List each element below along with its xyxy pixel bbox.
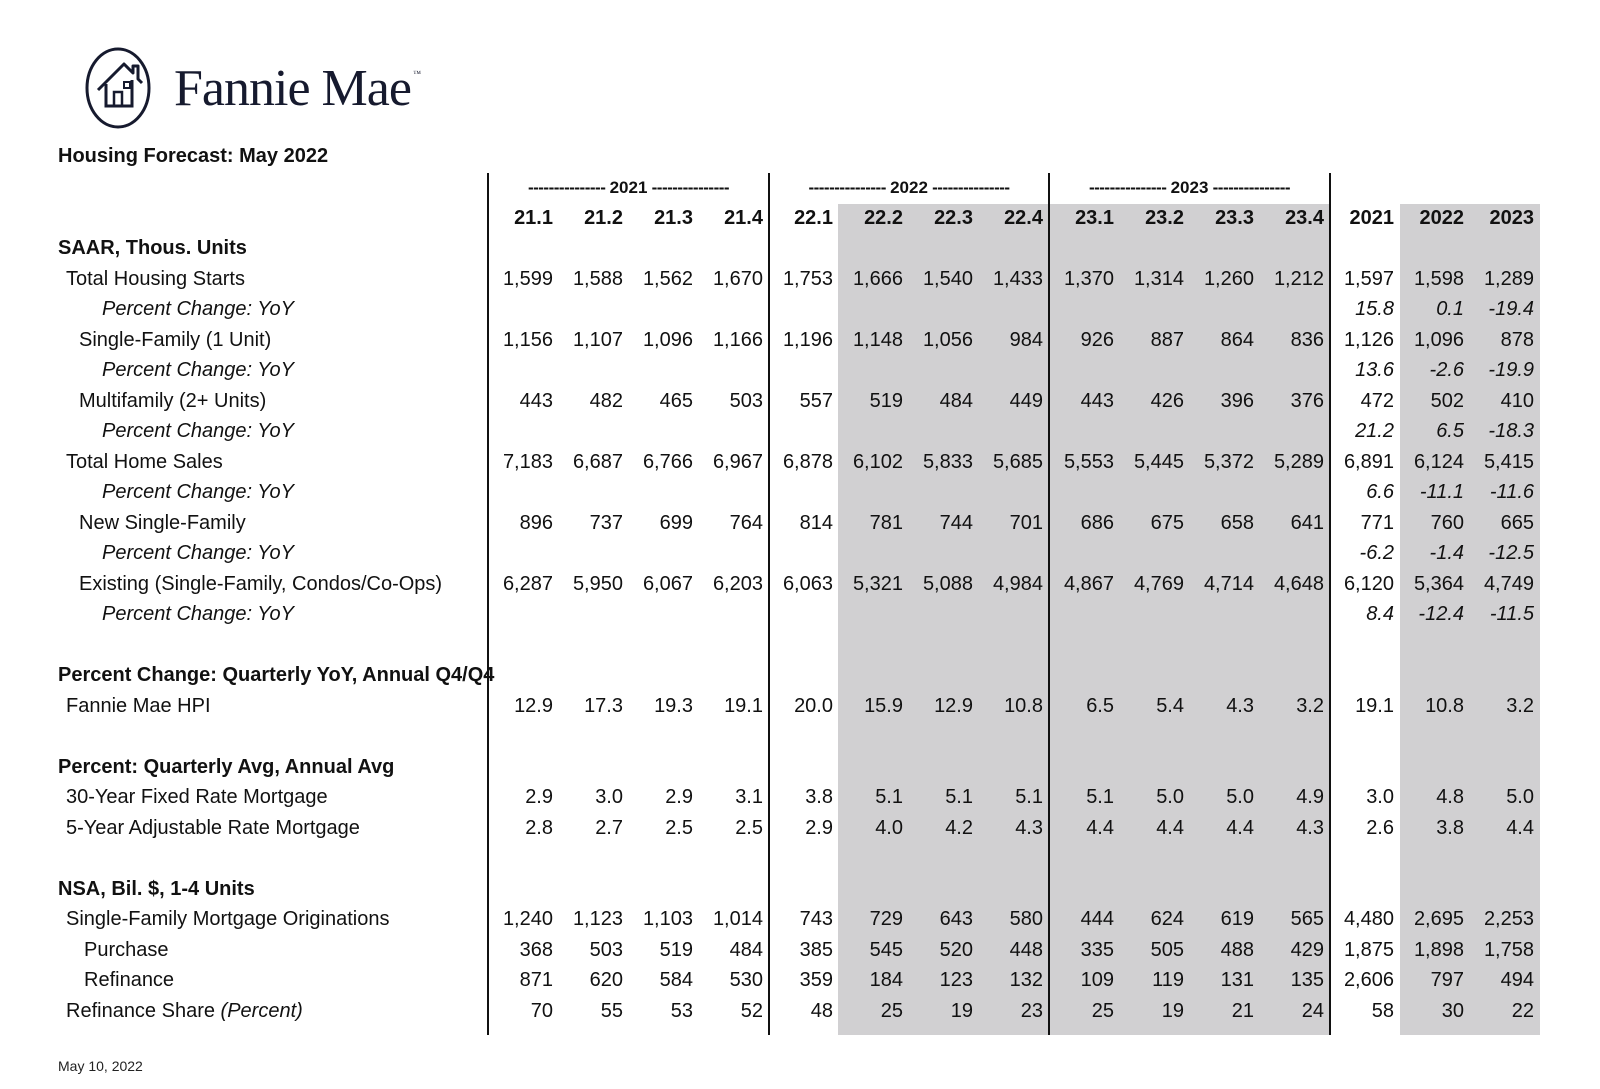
table-cell: 131 xyxy=(1220,969,1254,991)
table-cell: 5,088 xyxy=(922,572,973,595)
table-cell: 53 xyxy=(670,999,693,1022)
table-cell: 472 xyxy=(1360,389,1394,412)
column-header: 23.1 xyxy=(1075,207,1114,229)
table-cell: 10.8 xyxy=(1004,694,1043,717)
table-cell: -12.5 xyxy=(1488,542,1534,564)
column-header: 21.2 xyxy=(584,207,623,229)
table-cell: 2.5 xyxy=(735,816,763,839)
column-header: 23.2 xyxy=(1145,207,1184,229)
row-label: Percent Change: YoY xyxy=(102,420,294,442)
row-label: Single-Family Mortgage Originations xyxy=(66,908,390,930)
table-cell: 4,867 xyxy=(1063,572,1114,595)
table-cell: 1,196 xyxy=(782,328,833,351)
table-cell: 385 xyxy=(799,938,833,961)
table-cell: 58 xyxy=(1371,999,1394,1022)
row-label: 5-Year Adjustable Rate Mortgage xyxy=(66,816,360,839)
row-label: Percent Change: YoY xyxy=(102,359,294,381)
table-cell: 6.5 xyxy=(1436,420,1464,442)
table-cell: 1,898 xyxy=(1413,938,1464,961)
table-cell: 465 xyxy=(659,389,693,412)
table-cell: 2.9 xyxy=(525,786,553,808)
table-cell: 5,950 xyxy=(572,572,623,595)
table-cell: 6,063 xyxy=(782,572,833,595)
table-cell: 1,875 xyxy=(1343,938,1394,961)
table-cell: 15.9 xyxy=(864,694,903,717)
column-header: 22.4 xyxy=(1004,207,1043,229)
table-cell: 896 xyxy=(519,511,553,534)
table-cell: 764 xyxy=(729,511,763,534)
table-cell: 1,670 xyxy=(712,267,763,290)
table-cell: 4,648 xyxy=(1273,572,1324,595)
table-cell: 6.6 xyxy=(1366,481,1394,503)
row-label: Fannie Mae HPI xyxy=(66,694,211,717)
row-label: Single-Family (1 Unit) xyxy=(79,328,272,351)
table-cell: 5.1 xyxy=(945,786,973,808)
row-label: Multifamily (2+ Units) xyxy=(79,389,267,412)
table-cell: 25 xyxy=(1091,999,1114,1022)
table-cell: 1,599 xyxy=(502,267,553,290)
table-cell: 1,370 xyxy=(1063,267,1114,290)
table-cell: 2.8 xyxy=(525,816,553,839)
table-cell: 22 xyxy=(1511,999,1534,1022)
table-cell: 1,753 xyxy=(782,267,833,290)
year-group-header: --------------- 2021 --------------- xyxy=(527,178,730,197)
table-cell: 1,126 xyxy=(1343,328,1394,351)
table-cell: 3.8 xyxy=(1436,816,1464,839)
table-cell: 1,240 xyxy=(502,908,553,930)
table-cell: 443 xyxy=(1080,389,1114,412)
table-cell: 1,014 xyxy=(712,908,763,930)
row-label: Refinance xyxy=(84,969,175,991)
table-cell: 17.3 xyxy=(584,694,623,717)
table-cell: 519 xyxy=(869,389,903,412)
table-cell: 488 xyxy=(1220,938,1254,961)
table-cell: 1,056 xyxy=(922,328,973,351)
table-cell: 1,597 xyxy=(1343,267,1394,290)
table-cell: 1,156 xyxy=(502,328,553,351)
table-cell: 48 xyxy=(810,999,833,1022)
row-label: Existing (Single-Family, Condos/Co-Ops) xyxy=(79,572,443,595)
table-cell: 619 xyxy=(1220,908,1254,930)
column-header: 21.3 xyxy=(654,207,693,229)
table-cell: 410 xyxy=(1500,389,1534,412)
table-cell: 70 xyxy=(530,999,553,1022)
table-cell: 335 xyxy=(1080,938,1114,961)
table-cell: 443 xyxy=(519,389,553,412)
table-cell: 4.3 xyxy=(1226,694,1254,717)
row-label: Total Home Sales xyxy=(66,450,223,473)
column-divider xyxy=(487,173,489,1035)
column-divider xyxy=(1048,173,1050,1035)
table-cell: 984 xyxy=(1009,328,1043,351)
fannie-mae-logo xyxy=(84,44,421,132)
row-label: Percent Change: YoY xyxy=(102,603,294,625)
table-cell: 1,758 xyxy=(1483,938,1534,961)
brand-name: Fannie Mae ™ xyxy=(174,59,421,117)
table-cell: 641 xyxy=(1290,511,1324,534)
table-cell: 359 xyxy=(799,969,833,991)
table-cell: -11.5 xyxy=(1489,603,1534,625)
table-cell: 484 xyxy=(939,389,973,412)
table-cell: 1,289 xyxy=(1483,267,1534,290)
year-group-header: --------------- 2023 --------------- xyxy=(1088,178,1291,197)
table-cell: 184 xyxy=(869,969,903,991)
table-cell: 6,124 xyxy=(1413,450,1464,473)
row-label: Percent Change: YoY xyxy=(102,481,294,503)
table-cell: 24 xyxy=(1301,999,1324,1022)
table-cell: 4,749 xyxy=(1483,572,1534,595)
table-cell: 2,253 xyxy=(1483,908,1534,930)
table-cell: 5.0 xyxy=(1156,786,1184,808)
column-header: 23.3 xyxy=(1215,207,1254,229)
table-cell: 5,685 xyxy=(992,450,1043,473)
table-cell: -18.3 xyxy=(1488,420,1534,442)
row-label-suffix: (Percent) xyxy=(214,999,303,1022)
table-cell: 864 xyxy=(1220,328,1254,351)
table-cell: 19.1 xyxy=(724,694,763,717)
table-cell: 878 xyxy=(1500,328,1534,351)
year-group-label: 2022 xyxy=(890,178,928,197)
table-cell: 580 xyxy=(1009,908,1043,930)
section-heading: Percent Change: Quarterly YoY, Annual Q4/Q4 xyxy=(58,664,495,686)
table-cell: 4.8 xyxy=(1436,786,1464,808)
table-cell: 5.1 xyxy=(1086,786,1114,808)
column-header: 22.1 xyxy=(794,207,833,229)
table-cell: 2.6 xyxy=(1366,816,1394,839)
table-cell: 658 xyxy=(1220,511,1254,534)
year-group-label: 2023 xyxy=(1170,178,1209,197)
table-cell: 743 xyxy=(799,908,833,930)
table-cell: 545 xyxy=(869,938,903,961)
table-cell: 1,103 xyxy=(642,908,693,930)
table-cell: 5,445 xyxy=(1133,450,1184,473)
table-cell: 1,096 xyxy=(1413,328,1464,351)
table-cell: 482 xyxy=(589,389,623,412)
row-label: Total Housing Starts xyxy=(66,267,245,290)
table-cell: -19.9 xyxy=(1488,359,1534,381)
table-cell: 744 xyxy=(939,511,973,534)
table-cell: 6,891 xyxy=(1343,450,1394,473)
table-cell: 2,606 xyxy=(1343,969,1394,991)
table-cell: -2.6 xyxy=(1429,359,1464,381)
table-cell: 123 xyxy=(939,969,973,991)
table-cell: 494 xyxy=(1500,969,1534,991)
table-cell: 781 xyxy=(869,511,903,534)
table-cell: 1,666 xyxy=(852,267,903,290)
table-cell: 871 xyxy=(519,969,553,991)
section-heading: Percent: Quarterly Avg, Annual Avg xyxy=(58,755,395,778)
table-cell: 814 xyxy=(799,511,833,534)
table-cell: 19 xyxy=(950,999,973,1022)
table-cell: -1.4 xyxy=(1429,542,1464,564)
row-label: Purchase xyxy=(84,938,169,961)
table-cell: 1,588 xyxy=(572,267,623,290)
table-cell: 4,480 xyxy=(1343,908,1394,930)
table-cell: 729 xyxy=(869,908,903,930)
table-cell: 5,553 xyxy=(1063,450,1114,473)
table-cell: 1,212 xyxy=(1273,267,1324,290)
table-cell: 426 xyxy=(1150,389,1184,412)
table-cell: 701 xyxy=(1009,511,1043,534)
row-label: 30-Year Fixed Rate Mortgage xyxy=(66,786,328,808)
footer-date: May 10, 2022 xyxy=(58,1058,143,1074)
table-cell: 5,415 xyxy=(1483,450,1534,473)
table-cell: 5.0 xyxy=(1226,786,1254,808)
table-cell: 6,878 xyxy=(782,450,833,473)
row-label: New Single-Family xyxy=(79,511,246,534)
column-header: 2022 xyxy=(1419,207,1464,229)
table-cell: 4,769 xyxy=(1133,572,1184,595)
table-cell: 1,598 xyxy=(1413,267,1464,290)
table-cell: 4.3 xyxy=(1296,816,1324,839)
section-heading: NSA, Bil. $, 1-4 Units xyxy=(58,877,255,900)
table-cell: 797 xyxy=(1430,969,1464,991)
table-cell: 448 xyxy=(1009,938,1043,961)
table-cell: 4.3 xyxy=(1015,816,1043,839)
table-cell: 20.0 xyxy=(794,694,833,717)
table-cell: 6,687 xyxy=(572,450,623,473)
row-label: Refinance Share (Percent) xyxy=(66,999,303,1022)
table-cell: 2.9 xyxy=(805,816,833,839)
table-cell: -11.1 xyxy=(1419,481,1464,503)
table-cell: 557 xyxy=(799,389,833,412)
table-cell: 1,123 xyxy=(572,908,623,930)
table-cell: 5.1 xyxy=(875,786,903,808)
table-cell: 5,833 xyxy=(922,450,973,473)
table-cell: 4,984 xyxy=(992,572,1043,595)
table-cell: 132 xyxy=(1009,969,1043,991)
table-cell: 484 xyxy=(729,938,763,961)
table-cell: 584 xyxy=(659,969,693,991)
table-cell: 19 xyxy=(1161,999,1184,1022)
table-cell: 444 xyxy=(1080,908,1114,930)
row-label: Percent Change: YoY xyxy=(102,298,294,320)
table-cell: 6,203 xyxy=(712,572,763,595)
table-cell: 109 xyxy=(1080,969,1114,991)
table-cell: 0.1 xyxy=(1436,298,1464,320)
table-cell: 5,289 xyxy=(1273,450,1324,473)
table-cell: 565 xyxy=(1290,908,1324,930)
table-cell: 119 xyxy=(1152,969,1184,991)
page-title: Housing Forecast: May 2022 xyxy=(58,145,329,167)
table-cell: 675 xyxy=(1150,511,1184,534)
table-cell: 520 xyxy=(939,938,973,961)
table-cell: 4.2 xyxy=(945,816,973,839)
table-cell: 396 xyxy=(1220,389,1254,412)
table-cell: 5.1 xyxy=(1015,786,1043,808)
table-cell: 5.0 xyxy=(1506,786,1534,808)
table-cell: 52 xyxy=(740,999,763,1022)
table-cell: 368 xyxy=(519,938,553,961)
table-cell: 926 xyxy=(1080,328,1114,351)
table-cell: 6,766 xyxy=(642,450,693,473)
table-cell: 1,166 xyxy=(712,328,763,351)
table-cell: 699 xyxy=(659,511,693,534)
column-header: 22.3 xyxy=(934,207,973,229)
table-cell: 4.4 xyxy=(1506,816,1534,839)
table-cell: 3.0 xyxy=(1366,786,1394,808)
table-cell: 836 xyxy=(1290,328,1324,351)
table-cell: 3.8 xyxy=(805,786,833,808)
table-cell: 19.3 xyxy=(654,694,693,717)
table-cell: 6,967 xyxy=(712,450,763,473)
table-cell: 7,183 xyxy=(502,450,553,473)
table-cell: 4.4 xyxy=(1086,816,1114,839)
table-cell: 30 xyxy=(1441,999,1464,1022)
house-circle-icon xyxy=(84,46,152,130)
table-cell: 1,148 xyxy=(852,328,903,351)
table-cell: 4.9 xyxy=(1296,786,1324,808)
table-cell: 760 xyxy=(1430,511,1464,534)
table-cell: 6,287 xyxy=(502,572,553,595)
column-header: 23.4 xyxy=(1285,207,1324,229)
table-cell: 376 xyxy=(1290,389,1324,412)
table-cell: -6.2 xyxy=(1359,542,1394,564)
table-cell: 4.4 xyxy=(1156,816,1184,839)
table-cell: -12.4 xyxy=(1418,603,1464,625)
table-cell: 4.0 xyxy=(875,816,903,839)
table-cell: 1,260 xyxy=(1203,267,1254,290)
year-group-header: --------------- 2022 --------------- xyxy=(808,178,1010,197)
table-cell: -19.4 xyxy=(1488,298,1534,320)
table-cell: 21.2 xyxy=(1355,420,1394,442)
table-cell: 13.6 xyxy=(1355,359,1394,381)
table-cell: 686 xyxy=(1080,511,1114,534)
table-cell: 6,067 xyxy=(642,572,693,595)
table-cell: 3.0 xyxy=(595,786,623,808)
table-cell: 23 xyxy=(1020,999,1043,1022)
table-cell: 5,321 xyxy=(852,572,903,595)
table-cell: 519 xyxy=(659,938,693,961)
column-header: 21.1 xyxy=(514,207,553,229)
table-cell: 4,714 xyxy=(1203,572,1254,595)
row-label: Percent Change: YoY xyxy=(102,542,294,564)
table-cell: 12.9 xyxy=(514,694,553,717)
table-cell: 5.4 xyxy=(1156,694,1184,717)
table-cell: 503 xyxy=(589,938,623,961)
table-cell: 665 xyxy=(1500,511,1534,534)
table-cell: 3.2 xyxy=(1506,694,1534,717)
table-cell: 2.5 xyxy=(665,816,693,839)
column-header: 21.4 xyxy=(724,207,763,229)
table-cell: 10.8 xyxy=(1425,694,1464,717)
table-cell: 1,096 xyxy=(642,328,693,351)
table-cell: 21 xyxy=(1231,999,1254,1022)
table-cell: 6.5 xyxy=(1086,694,1114,717)
table-cell: 887 xyxy=(1150,328,1184,351)
table-cell: 135 xyxy=(1290,969,1324,991)
table-cell: 2.7 xyxy=(595,816,623,839)
year-group-label: 2021 xyxy=(609,178,648,197)
table-cell: 2,695 xyxy=(1413,908,1464,930)
table-cell: 2.9 xyxy=(665,786,693,808)
column-header: 22.2 xyxy=(864,207,903,229)
table-cell: 1,433 xyxy=(992,267,1043,290)
table-cell: 25 xyxy=(880,999,903,1022)
table-cell: 737 xyxy=(589,511,623,534)
table-cell: 502 xyxy=(1430,389,1464,412)
column-divider xyxy=(768,173,770,1035)
table-cell: 449 xyxy=(1009,389,1043,412)
table-cell: 15.8 xyxy=(1355,298,1394,320)
table-cell: 1,540 xyxy=(922,267,973,290)
table-cell: 624 xyxy=(1150,908,1184,930)
table-cell: 5,364 xyxy=(1413,572,1464,595)
table-cell: 55 xyxy=(600,999,623,1022)
table-cell: 12.9 xyxy=(934,694,973,717)
table-cell: 429 xyxy=(1290,938,1324,961)
table-cell: 19.1 xyxy=(1355,694,1394,717)
table-cell: 8.4 xyxy=(1366,603,1394,625)
table-cell: 620 xyxy=(589,969,623,991)
table-cell: 771 xyxy=(1360,511,1394,534)
table-cell: 6,120 xyxy=(1343,572,1394,595)
column-header: 2023 xyxy=(1489,207,1534,229)
table-cell: 1,314 xyxy=(1133,267,1184,290)
table-cell: 505 xyxy=(1150,938,1184,961)
table-cell: -11.6 xyxy=(1489,481,1534,503)
table-cell: 6,102 xyxy=(852,450,903,473)
column-header: 2021 xyxy=(1349,207,1394,229)
table-cell: 3.2 xyxy=(1296,694,1324,717)
table-cell: 1,562 xyxy=(642,267,693,290)
table-cell: 4.4 xyxy=(1226,816,1254,839)
table-cell: 3.1 xyxy=(735,786,763,808)
table-cell: 530 xyxy=(729,969,763,991)
table-cell: 1,107 xyxy=(572,328,623,351)
table-cell: 503 xyxy=(729,389,763,412)
section-heading: SAAR, Thous. Units xyxy=(58,237,247,259)
table-cell: 643 xyxy=(939,908,973,930)
table-cell: 5,372 xyxy=(1203,450,1254,473)
